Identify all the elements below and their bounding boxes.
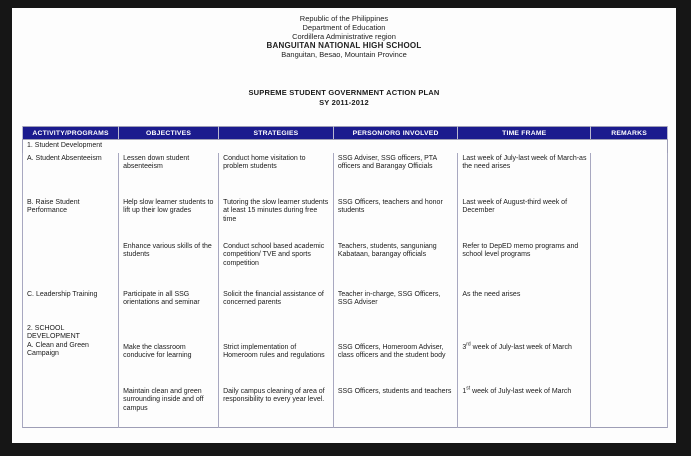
letterhead <box>12 8 676 59</box>
cell-time-frame: Refer to DepED memo programs and school level programs <box>458 241 591 289</box>
cell-person: SSG Officers, students and teachers <box>333 386 457 428</box>
column-header-remarks: REMARKS <box>591 127 668 140</box>
table-row <box>23 241 668 289</box>
cell-objective: Make the classroom conducive for learning <box>119 323 219 386</box>
cell-time-frame: Last week of August-third week of December <box>458 197 591 241</box>
column-header-objectives: OBJECTIVES <box>119 127 219 140</box>
section-label: 1. Student Development <box>27 142 103 149</box>
section-row-student-development <box>23 140 668 153</box>
cell-remarks <box>591 153 668 197</box>
cell-person: Teacher in-charge, SSG Officers, SSG Adviser <box>333 289 457 323</box>
column-header-activity-programs: ACTIVITY/PROGRAMS <box>23 127 119 140</box>
school-name: BANGUITAN NATIONAL HIGH SCHOOL <box>266 41 422 50</box>
cell-objective: Enhance various skills of the students <box>119 241 219 289</box>
activity-label: A. Clean and Green Campaign <box>27 341 89 357</box>
table-row <box>23 197 668 241</box>
cell-activity <box>23 241 119 289</box>
document-title-block <box>12 88 676 108</box>
school-year: SY 2011-2012 <box>319 98 369 107</box>
cell-activity <box>23 386 119 428</box>
cell-person: SSG Officers, teachers and honor students <box>333 197 457 241</box>
cell-strategy: Tutoring the slow learner students at least 15 minutes during free time <box>219 197 334 241</box>
cell-activity <box>23 323 119 386</box>
cell-strategy: Conduct school based academic competition/ TVE and sports competition <box>219 241 334 289</box>
cell-objective: Help slow learner students to lift up their low grades <box>119 197 219 241</box>
cell-objective: Maintain clean and green surrounding inside and off campus <box>119 386 219 428</box>
cell-objective: Participate in all SSG orientations and seminar <box>119 289 219 323</box>
letterhead-region: Cordillera Administrative region <box>292 32 396 41</box>
cell-strategy: Strict implementation of Homeroom rules and regulations <box>219 323 334 386</box>
table-row <box>23 289 668 323</box>
column-header-person-org-involved: PERSON/ORG INVOLVED <box>333 127 457 140</box>
cell-time-frame: As the need arises <box>458 289 591 323</box>
cell-time-frame: 3rd week of July-last week of March <box>458 323 591 386</box>
table-row <box>23 153 668 197</box>
table-row <box>23 323 668 386</box>
cell-remarks <box>591 197 668 241</box>
cell-strategy: Solicit the financial assistance of concerned parents <box>219 289 334 323</box>
cell-remarks <box>591 386 668 428</box>
letterhead-department: Department of Education <box>302 23 386 32</box>
cell-remarks <box>591 323 668 386</box>
cell-activity: B. Raise Student Performance <box>23 197 119 241</box>
table-header-row <box>23 127 668 140</box>
cell-activity: A. Student Absenteeism <box>23 153 119 197</box>
cell-strategy: Conduct home visitation to problem students <box>219 153 334 197</box>
cell-activity: C. Leadership Training <box>23 289 119 323</box>
cell-strategy: Daily campus cleaning of area of responsibility to every year level. <box>219 386 334 428</box>
section-label-school-development: 2. SCHOOL DEVELOPMENT <box>27 324 80 340</box>
page-title: SUPREME STUDENT GOVERNMENT ACTION PLAN <box>248 88 440 97</box>
column-header-strategies: STRATEGIES <box>219 127 334 140</box>
table-row <box>23 386 668 428</box>
cell-remarks <box>591 289 668 323</box>
letterhead-republic: Republic of the Philippines <box>299 14 389 23</box>
cell-person: SSG Officers, Homeroom Adviser, class officers and the student body <box>333 323 457 386</box>
document-page <box>12 8 676 443</box>
cell-time-frame: 1st week of July-last week of March <box>458 386 591 428</box>
cell-remarks <box>591 241 668 289</box>
school-address: Banguitan, Besao, Mountain Province <box>281 50 407 59</box>
action-plan-table <box>22 126 668 428</box>
cell-person: Teachers, students, sanguniang Kabataan, barangay officials <box>333 241 457 289</box>
column-header-time-frame: TIME FRAME <box>458 127 591 140</box>
cell-objective: Lessen down student absenteeism <box>119 153 219 197</box>
cell-time-frame: Last week of July-last week of March-as the need arises <box>458 153 591 197</box>
cell-person: SSG Adviser, SSG officers, PTA officers and Barangay Officials <box>333 153 457 197</box>
